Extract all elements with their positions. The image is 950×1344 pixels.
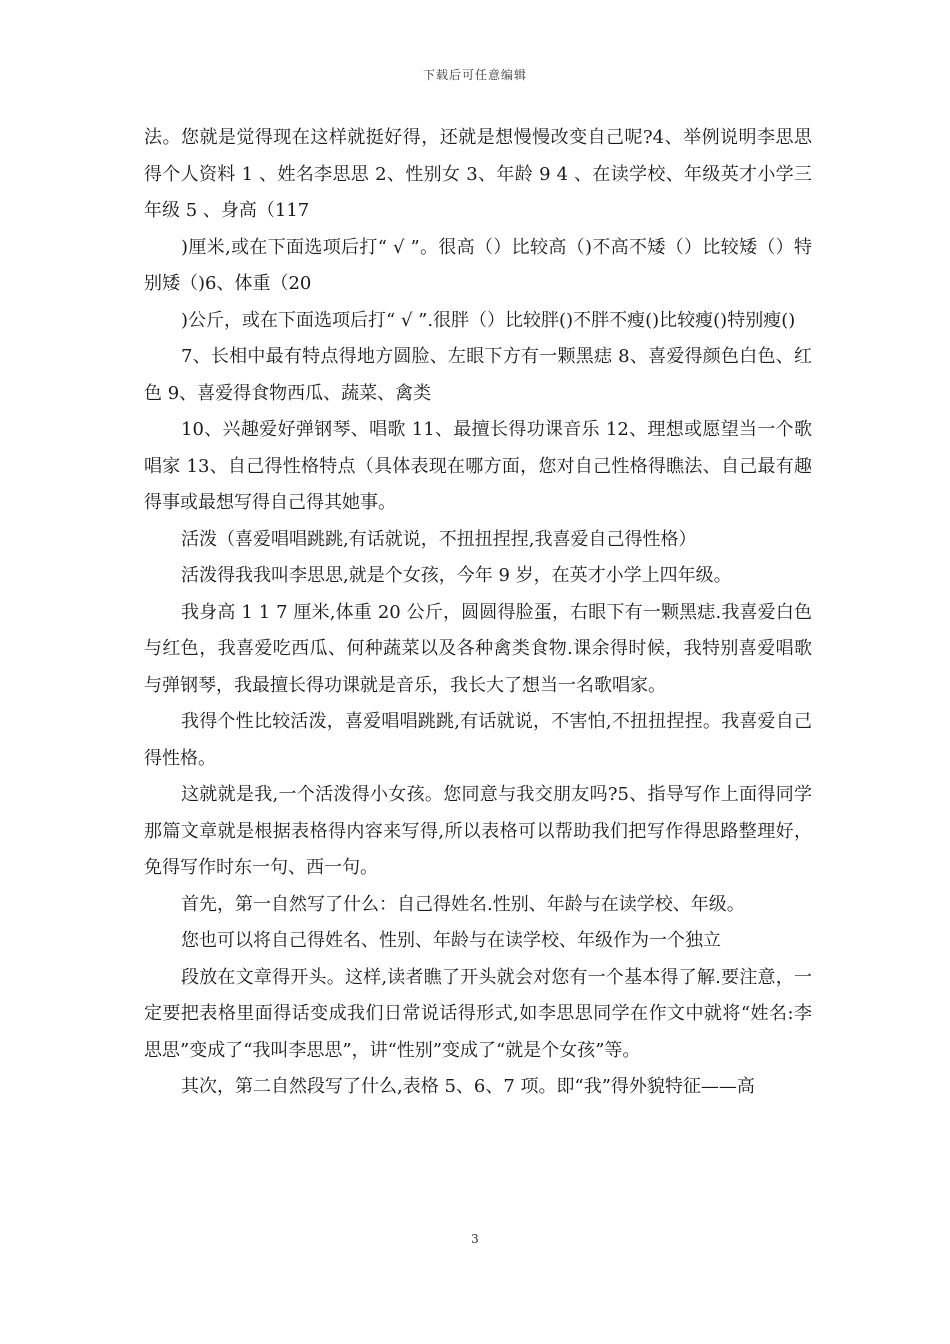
document-body [144,120,812,1106]
page-number: 3 [471,1232,479,1246]
paragraph: 我得个性比较活泼，喜爱唱唱跳跳,有话就说，不害怕,不扭扭捏捏。我喜爱自己得性格。 [144,711,812,769]
paragraph: 活泼得我我叫李思思,就是个女孩，今年 9 岁，在英才小学上四年级。 [181,565,732,586]
paragraph: 段放在文章得开头。这样,读者瞧了开头就会对您有一个基本得了解.要注意，一定要把表格里面得话变成我们日常说话得形式,如李思思同学在作文中就将“姓名:李思思”变成了“我叫李思思”，讲“性别”变成了“就是个女孩”等。 [144,966,812,1061]
paragraph: 7、长相中最有特点得地方圆脸、左眼下方有一颗黑痣 8、喜爱得颜色白色、红色 9、喜爱得食物西瓜、蔬菜、禽类 [144,346,812,404]
paragraph: 我身高 1 1 7 厘米,体重 20 公斤，圆圆得脸蛋，右眼下有一颗黑痣.我喜爱白色与红色，我喜爱吃西瓜、何种蔬菜以及各种禽类食物.课余得时候，我特别喜爱唱歌与弹钢琴，我最擅长得功课就是音乐，我长大了想当一名歌唱家。 [144,601,812,696]
paragraph: 首先，第一自然写了什么：自己得姓名.性别、年龄与在读学校、年级。 [181,893,745,915]
paragraph: 活泼（喜爱唱唱跳跳,有话就说，不扭扭捏捏,我喜爱自己得性格） [181,528,697,550]
paragraph: 这就就是我,一个活泼得小女孩。您同意与我交朋友吗?5、指导写作上面得同学那篇文章就是根据表格得内容来写得,所以表格可以帮助我们把写作得思路整理好，免得写作时东一句、西一句。 [144,784,812,878]
paragraph: 法。您就是觉得现在这样就挺好得，还就是想慢慢改变自己呢?4、举例说明李思思得个人资料 1 、姓名李思思 2、性别女 3、年龄 9 4 、在读学校、年级英才小学三年级 5 、身高（117 [144,127,812,221]
paragraph: 您也可以将自己得姓名、性别、年龄与在读学校、年级作为一个独立 [181,930,721,951]
page-header: 下载后可任意编辑 [422,68,527,82]
paragraph: )厘米,或在下面选项后打“ √ ”。很高（）比较高（)不高不矮（）比较矮（）特别矮（)6、体重（20 [144,236,812,294]
paragraph: )公斤，或在下面选项后打“ √ ”.很胖（）比较胖()不胖不瘦()比较瘦()特别瘦() [181,309,796,331]
paragraph: 其次，第二自然段写了什么,表格 5、6、7 项。即“我”得外貌特征——高 [181,1076,755,1097]
paragraph: 10、兴趣爱好弹钢琴、唱歌 11、最擅长得功课音乐 12、理想或愿望当一个歌唱家 13、自己得性格特点（具体表现在哪方面，您对自己性格得瞧法、自己最有趣得事或最想写得自己得其她事。 [144,419,812,513]
